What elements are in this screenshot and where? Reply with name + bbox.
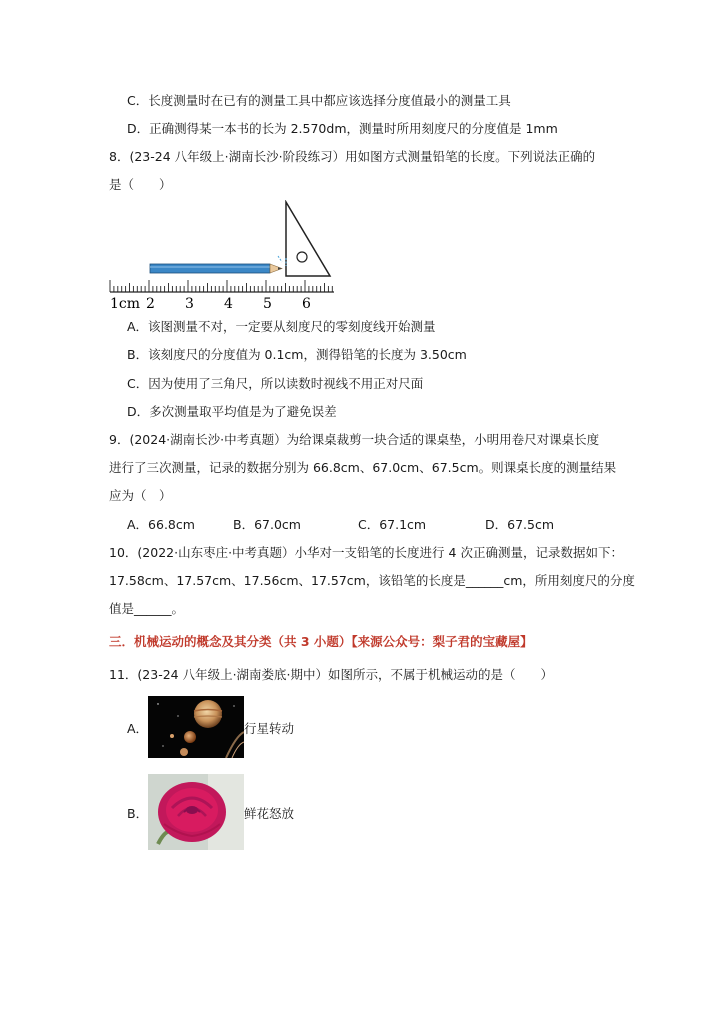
q9-options-row [0,516,719,534]
ruler-label-6: 6 [302,296,311,312]
q8-option-c: C．因为使用了三角尺，所以读数时视线不用正对尺面 [127,376,424,391]
q9-option-c: C．67.1cm [358,517,427,532]
ruler-label-2: 2 [146,296,155,312]
q9-stem-line2: 进行了三次测量，记录的数据分别为 66.8cm、67.0cm、67.5cm。则课桌长度的测量结果 [109,460,617,475]
q11-option-b-letter: B． [127,806,149,821]
q9-stem-line3: 应为（ ） [109,488,172,503]
q10-stem-line3: 值是______。 [109,601,185,616]
planets-image [148,696,244,758]
section-title: 三．机械运动的概念及其分类（共 3 小题） [109,634,352,649]
ruler-pencil-diagram [106,200,346,312]
section-heading [109,633,533,651]
triangle-ruler [286,202,330,276]
q8-option-d: D．多次测量取平均值是为了避免误差 [127,404,337,419]
q11-option-b-caption: 鲜花怒放 [244,806,295,821]
q10-stem-line1: 10．(2022·山东枣庄·中考真题）小华对一支铅笔的长度进行 4 次正确测量，记录数据如下： [109,545,623,560]
q9-stem-line1: 9．(2024·湖南长沙·中考真题）为给课桌裁剪一块合适的课桌垫，小明用卷尺对课桌长度 [109,432,600,447]
ruler-label-5: 5 [263,296,272,312]
q11-stem: 11．(23-24 八年级上·湖南娄底·期中）如图所示，不属于机械运动的是（ ） [109,667,554,682]
q8-option-a: A．该图测量不对，一定要从刻度尺的零刻度线开始测量 [127,319,436,334]
q8-stem-line2: 是（ ） [109,177,172,192]
q7-option-c: C．长度测量时在已有的测量工具中都应该选择分度值最小的测量工具 [127,93,511,108]
rose-image [148,774,244,850]
q11-option-a-letter: A． [127,721,149,736]
ruler-pencil-figure [106,200,346,312]
q8-option-b: B．该刻度尺的分度值为 0.1cm，测得铅笔的长度为 3.50cm [127,347,467,362]
q9-option-a: A．66.8cm [127,517,195,532]
q11-option-a-caption: 行星转动 [244,721,295,736]
ruler-label-3: 3 [185,296,194,312]
ruler-label-1cm: 1cm [110,296,141,312]
q9-option-d: D．67.5cm [485,517,555,532]
pencil-body [150,264,270,273]
ruler-label-4: 4 [224,296,233,312]
q10-stem-line2: 17.58cm、17.57cm、17.56cm、17.57cm，该铅笔的长度是______cm，所用刻度尺的分度 [109,573,635,588]
q9-option-b: B．67.0cm [233,517,301,532]
section-source: 【来源公众号：梨子君的宝藏屋】 [351,634,533,649]
q8-stem-line1: 8．(23-24 八年级上·湖南长沙·阶段练习）用如图方式测量铅笔的长度。下列说法正确的 [109,149,596,164]
q7-option-d: D．正确测得某一本书的长为 2.570dm，测量时所用刻度尺的分度值是 1mm [127,121,558,136]
